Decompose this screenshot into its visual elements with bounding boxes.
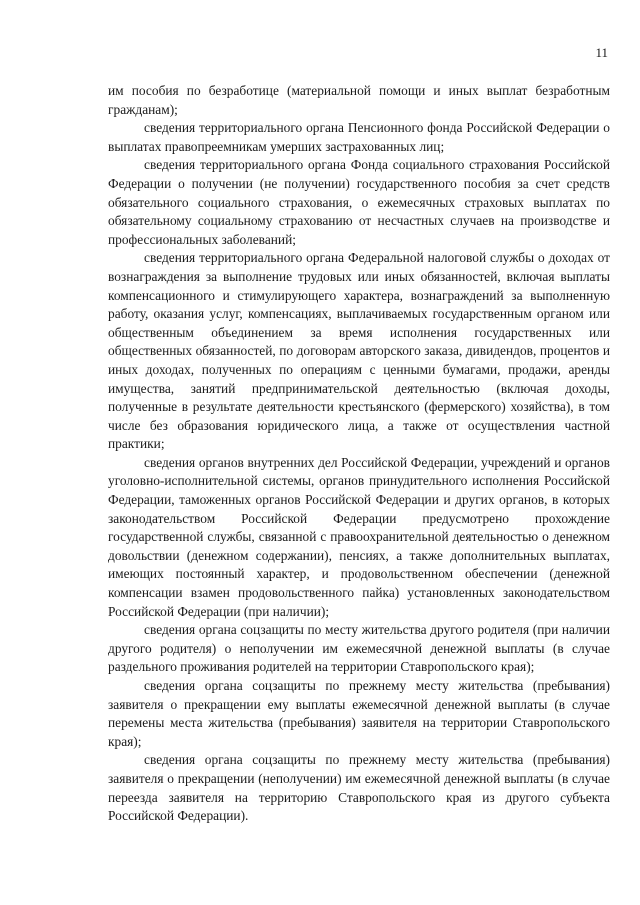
page-number: 11 [595, 45, 608, 60]
paragraph-pension-fund: сведения территориального органа Пенсионного фонда Российской Федерации о выплатах правопреемникам умерших застрахованных лиц; [108, 120, 610, 154]
document-body [108, 82, 610, 826]
paragraph-other-parent: сведения органа соцзащиты по месту жительства другого родителя (при наличии другого родителя) о неполучении им ежемесячной денежной выплаты (в случае раздельного проживания родителей на территории Ставропольского края); [108, 622, 610, 675]
paragraph-previous-residence: сведения органа соцзащиты по прежнему месту жительства (пребывания) заявителя о прекращении ему выплаты ежемесячной денежной выплаты (в случае перемены места жительства (пребывания) заявителя на территории Ставропольского края); [108, 678, 610, 749]
paragraph-relocation: сведения органа соцзащиты по прежнему месту жительства (пребывания) заявителя о прекращении (неполучении) им ежемесячной денежной выплаты (в случае переезда заявителя на территорию Ставропольского края из другого субъекта Российской Федерации). [108, 752, 610, 824]
paragraph-social-insurance-fund: сведения территориального органа Фонда социального страхования Российской Федерации о получении (не получении) государственного пособия за счет средств обязательного социального страхования, о ежемесячных страховых выплатах по обязательному социальному страхованию от несчастных случаев на производстве и профессиональных заболеваний; [108, 157, 610, 247]
paragraph-tax-service: сведения территориального органа Федеральной налоговой службы о доходах от вознаграждения за выполнение трудовых или иных обязанностей, включая выплаты компенсационного и стимулирующего характера, вознаграждений за выполненную работу, оказания услуг, компенсациях, выплачиваемых государственным органом или общественным объединением за время исполнения государственных или общественных обязанностей, по договорам авторского заказа, дивидендов, процентов и иных доходах, полученных по операциям с ценными бумагами, продажи, аренды имущества, занятий предпринимательской деятельностью (включая доходы, полученные в результате деятельности крестьянского (фермерского) хозяйства), в том числе без образования юридического лица, а также от осуществления частной практики; [108, 250, 610, 452]
paragraph-internal-affairs: сведения органов внутренних дел Российской Федерации, учреждений и органов уголовно-исполнительной системы, органов принудительного исполнения Российской Федерации, таможенных органов Российской Федерации и других органов, в которых законодательством Российской Федерации предусмотрено прохождение государственной службы, связанной с правоохранительной деятельностью о денежном довольствии (денежном содержании), пенсиях, а также дополнительных выплатах, имеющих постоянный характер, и продовольственном обеспечении (денежной компенсации взамен продовольственного пайка) установленных законодательством Российской Федерации (при наличии); [108, 454, 610, 619]
paragraph-unemployment-benefit: им пособия по безработице (материальной помощи и иных выплат безработным гражданам); [108, 83, 610, 117]
